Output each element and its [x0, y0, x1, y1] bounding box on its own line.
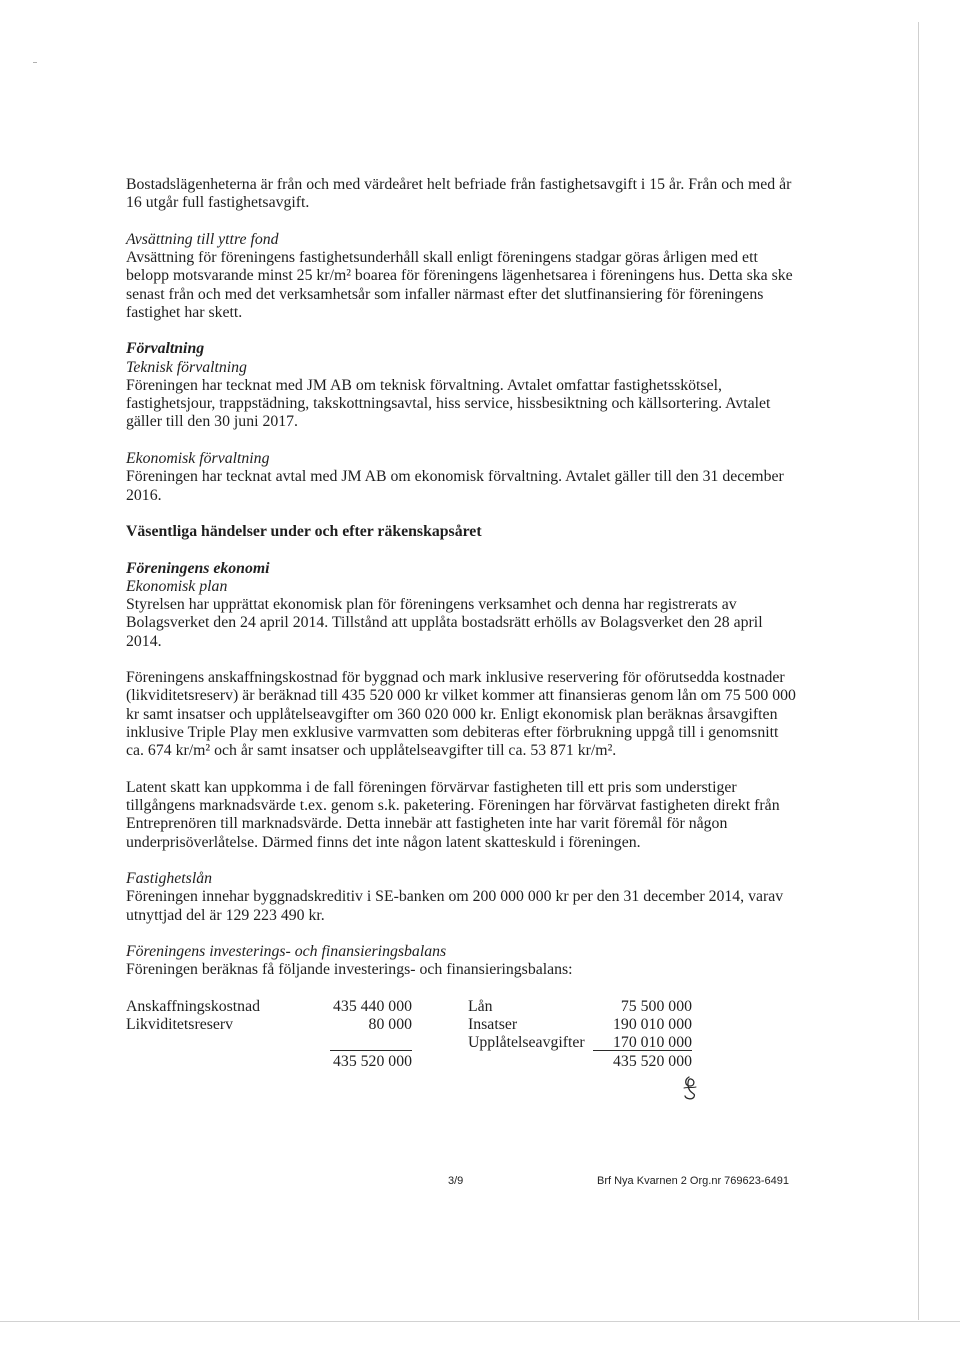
table-cell-label: Upplåtelseavgifter	[468, 1034, 585, 1052]
table-row-total	[126, 1053, 846, 1071]
paragraph-line: Latent skatt kan uppkomma i de fall föreningen förvärvar fastigheten till ett pris som understiger	[126, 778, 737, 796]
fastighetslan-section	[126, 870, 846, 925]
paragraph-line: Bostadslägenheterna är från och med värdeåret helt befriade från fastighetsavgift i 15 år. Från och med år	[126, 176, 792, 193]
section-subheading: Fastighetslån	[126, 870, 213, 888]
yttre-fond-section	[126, 231, 846, 322]
page-number: 3/9	[448, 1175, 464, 1187]
forvaltning-section	[126, 340, 846, 431]
paragraph-line: gäller till den 30 juni 2017.	[126, 413, 298, 431]
paragraph-line: kr samt insatser och upplåtelseavgifter om 360 020 000 kr. Enligt ekonomisk plan beräknas årsavgiften	[126, 705, 778, 723]
table-cell-amount: 170 010 000	[593, 1034, 692, 1051]
handwritten-initials-icon	[680, 1074, 700, 1102]
table-cell-total: 435 520 000	[613, 1052, 692, 1070]
paragraph-line: Föreningen beräknas få följande investerings- och finansieringsbalans:	[126, 961, 573, 979]
table-cell-label: Lån	[468, 997, 493, 1015]
table-row	[126, 1016, 846, 1034]
table-cell-amount: 190 010 000	[613, 1016, 692, 1034]
table-spacer	[126, 1034, 330, 1052]
section-subheading: Avsättning till yttre fond	[126, 230, 279, 248]
table-cell-amount: 80 000	[368, 1016, 412, 1034]
table-spacer	[412, 1034, 468, 1052]
ekonomisk-forvaltning-section	[126, 450, 846, 505]
organization-footer: Brf Nya Kvarnen 2 Org.nr 769623-6491	[597, 1175, 790, 1187]
ekonomi-section	[126, 560, 846, 651]
paragraph-line: ca. 674 kr/m² och år samt insatser och upplåtelseavgifter till ca. 53 871 kr/m².	[126, 742, 617, 760]
document-body	[126, 176, 846, 1071]
paragraph-line: utnyttjad del är 129 223 490 kr.	[126, 906, 325, 924]
section-subheading: Ekonomisk plan	[126, 577, 228, 595]
paragraph-line: fastighet har skett.	[126, 303, 243, 321]
paragraph-line: Bolagsverket den 24 april 2014. Tillstånd att upplåta bostadsrätt erhölls av Bolagsverket den 28 april	[126, 614, 763, 632]
scan-edge-vertical	[918, 22, 919, 1320]
table-spacer	[412, 998, 468, 1016]
table-cell-amount: 75 500 000	[620, 997, 692, 1015]
table-spacer	[412, 1016, 468, 1034]
scan-edge-horizontal	[0, 1321, 960, 1322]
balans-section	[126, 943, 846, 980]
paragraph-line: Avsättning för föreningens fastighetsunderhåll skall enligt föreningens stadgar göras årligen med ett	[126, 249, 758, 267]
paragraph-line: 16 utgår full fastighetsavgift.	[126, 194, 310, 212]
paragraph-line: Föreningen har tecknat med JM AB om teknisk förvaltning. Avtalet omfattar fastighetsskötsel,	[126, 376, 722, 394]
table-row	[126, 1034, 846, 1052]
scan-speck	[33, 62, 37, 63]
section-subheading: Föreningens investerings- och finansieringsbalans	[126, 943, 447, 961]
table-cell-label: Anskaffningskostnad	[126, 997, 260, 1015]
section-subheading: Ekonomisk förvaltning	[126, 449, 270, 467]
paragraph-line: inklusive Triple Play men exklusive varmvatten som debiteras efter förbrukning uppgå till i genomsnitt	[126, 723, 779, 741]
table-row	[126, 998, 846, 1016]
paragraph-line: tillgångens marknadsvärde t.ex. genom s.k. paketering. Föreningen har förvärvat fastigheten direkt från	[126, 797, 780, 815]
table-spacer	[126, 1053, 330, 1071]
paragraph-line: fastighetsjour, trappstädning, takskottningsavtal, hiss service, hissbesiktning och källsortering. Avtalet	[126, 395, 771, 413]
paragraph-line: Föreningen innehar byggnadskreditiv i SE-banken om 200 000 000 kr per den 31 december 2014, varav	[126, 888, 784, 906]
table-cell-label: Insatser	[468, 1016, 518, 1034]
table-spacer	[412, 1053, 468, 1071]
anskaffning-paragraph	[126, 669, 846, 760]
vasentliga-section	[126, 523, 846, 541]
table-spacer	[468, 1053, 593, 1071]
section-subheading: Teknisk förvaltning	[126, 358, 247, 376]
paragraph-line: Föreningens anskaffningskostnad för byggnad och mark inklusive reservering för oförutsedda kostnader	[126, 669, 785, 687]
paragraph-line: belopp motsvarande minst 25 kr/m² boarea för föreningens lägenhetsarea i föreningens hus. Detta ska ske	[126, 267, 793, 285]
paragraph-line: senast från och med det verksamhetsår som infaller närmast efter det slutfinansiering för föreningens	[126, 285, 764, 303]
latent-skatt-paragraph	[126, 779, 846, 852]
paragraph-line: Föreningen har tecknat avtal med JM AB om ekonomisk förvaltning. Avtalet gäller till den 31 december	[126, 468, 784, 486]
paragraph-line: Styrelsen har upprättat ekonomisk plan för föreningens verksamhet och denna har registrerats av	[126, 596, 737, 614]
table-cell-total: 435 520 000	[333, 1052, 412, 1070]
main-heading: Väsentliga händelser under och efter räkenskapsåret	[126, 523, 482, 541]
table-cell-label: Likviditetsreserv	[126, 1016, 234, 1034]
paragraph-line: underprisöverlåtelse. Därmed finns det inte någon latent skatteskuld i föreningen.	[126, 833, 641, 851]
sum-rule	[330, 1034, 412, 1051]
paragraph-line: (likviditetsreserv) är beräknad till 435 520 000 kr vilket kommer att finansieras genom lån om 75 500 000	[126, 687, 796, 705]
paragraph-line: 2016.	[126, 486, 162, 504]
section-heading: Föreningens ekonomi	[126, 559, 270, 577]
paragraph-line: Entreprenören till marknadsvärde. Detta innebär att fastigheten inte har varit föremål för någon	[126, 815, 728, 833]
section-heading: Förvaltning	[126, 340, 205, 358]
paragraph-line: 2014.	[126, 632, 162, 650]
intro-paragraph	[126, 176, 846, 213]
balance-table	[126, 998, 846, 1071]
table-cell-amount: 435 440 000	[333, 997, 412, 1015]
